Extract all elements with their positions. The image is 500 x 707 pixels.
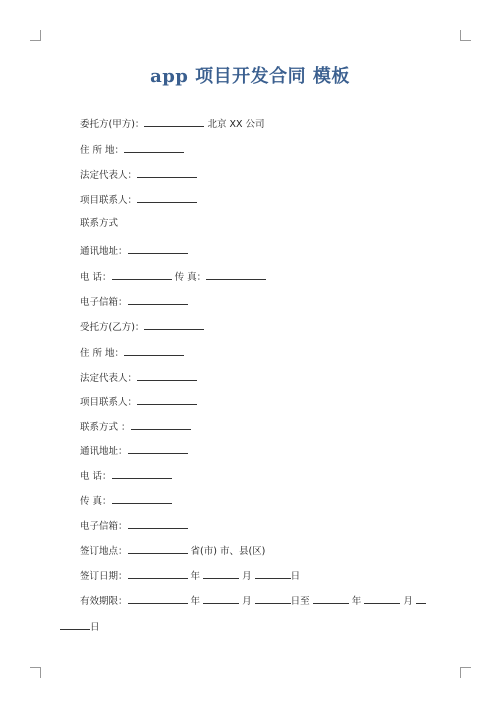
- contractor-mailing-address-line: [80, 444, 188, 458]
- field-label: 传 真：: [80, 496, 112, 507]
- blank-line: [128, 519, 188, 529]
- field-label: 委托方(甲方)：: [80, 119, 145, 130]
- field-label: 住 所 地：: [80, 145, 125, 156]
- blank-line: [416, 594, 426, 604]
- field-label: 项目联系人：: [80, 195, 138, 206]
- field-label: 联系方式 ：: [80, 422, 131, 433]
- corner-mark-top-right: [460, 30, 471, 41]
- blank-line: [128, 594, 188, 604]
- blank-line: [137, 168, 197, 178]
- corner-mark-top-left: [30, 30, 41, 41]
- client-contact-heading: [80, 218, 118, 230]
- field-label: 法定代表人：: [80, 373, 138, 384]
- field-label: 项目联系人：: [80, 397, 138, 408]
- blank-line: [128, 244, 188, 254]
- field-label: 有效期限：: [80, 596, 128, 607]
- field-label: 签订地点：: [80, 546, 128, 557]
- blank-line: [128, 544, 188, 554]
- day-label: 日: [290, 571, 301, 582]
- field-label: 通讯地址：: [80, 246, 128, 257]
- client-email-line: [80, 295, 188, 309]
- blank-line: [137, 193, 197, 203]
- blank-line: [203, 594, 239, 604]
- contractor-contact-line: [80, 420, 191, 434]
- blank-line: [144, 117, 204, 127]
- field-value: 省(市) 市、县(区): [190, 546, 266, 557]
- client-address-line: [80, 143, 184, 157]
- blank-line: [131, 420, 191, 430]
- year-label: 年: [190, 571, 201, 582]
- blank-line: [137, 395, 197, 405]
- blank-line: [128, 295, 188, 305]
- blank-line: [137, 371, 197, 381]
- blank-line: [364, 594, 400, 604]
- blank-line: [206, 270, 266, 280]
- signing-date-line: [80, 569, 300, 583]
- year-label: 年: [351, 596, 362, 607]
- blank-line: [112, 469, 172, 479]
- signing-place-line: [80, 544, 265, 558]
- contractor-party-line: [80, 320, 204, 334]
- validity-period-continuation: [60, 620, 100, 634]
- blank-line: [255, 569, 291, 579]
- blank-line: [112, 270, 172, 280]
- contractor-address-line: [80, 346, 184, 360]
- year-label: 年: [190, 596, 201, 607]
- blank-line: [128, 444, 188, 454]
- blank-line: [144, 320, 204, 330]
- corner-mark-bottom-left: [30, 667, 41, 678]
- corner-mark-bottom-right: [460, 667, 471, 678]
- field-label: 受托方(乙方)：: [80, 322, 145, 333]
- field-label: 住 所 地：: [80, 348, 125, 359]
- contractor-email-line: [80, 519, 188, 533]
- document-title: app 项目开发合同 模板: [150, 66, 350, 87]
- blank-line: [313, 594, 349, 604]
- client-mailing-address-line: [80, 244, 188, 258]
- contractor-phone-line: [80, 469, 172, 483]
- day-label: 日: [90, 622, 100, 633]
- field-value: 北京 XX 公司: [207, 119, 265, 130]
- contractor-contact-person-line: [80, 395, 197, 409]
- client-contact-person-line: [80, 193, 197, 207]
- blank-line: [124, 346, 184, 356]
- field-label: 联系方式: [80, 218, 119, 229]
- field-label: 通讯地址：: [80, 446, 128, 457]
- field-label: 签订日期：: [80, 571, 128, 582]
- contractor-legal-rep-line: [80, 371, 197, 385]
- blank-line: [203, 569, 239, 579]
- field-label: 传 真：: [174, 272, 207, 283]
- month-label: 月: [242, 571, 252, 582]
- contractor-fax-line: [80, 494, 172, 508]
- blank-line: [60, 620, 90, 630]
- blank-line: [112, 494, 172, 504]
- month-label: 月: [403, 596, 413, 607]
- field-label: 电子信箱：: [80, 521, 128, 532]
- blank-line: [128, 569, 188, 579]
- field-label: 法定代表人：: [80, 170, 138, 181]
- validity-period-line: [80, 594, 426, 608]
- month-label: 月: [242, 596, 252, 607]
- field-label: 电子信箱：: [80, 297, 128, 308]
- client-party-line: [80, 117, 265, 131]
- blank-line: [255, 594, 291, 604]
- field-label: 电 话：: [80, 471, 112, 482]
- client-legal-rep-line: [80, 168, 197, 182]
- blank-line: [124, 143, 184, 153]
- field-label: 电 话：: [80, 272, 112, 283]
- day-to-label: 日至: [290, 596, 310, 607]
- client-phone-fax-line: [80, 270, 266, 284]
